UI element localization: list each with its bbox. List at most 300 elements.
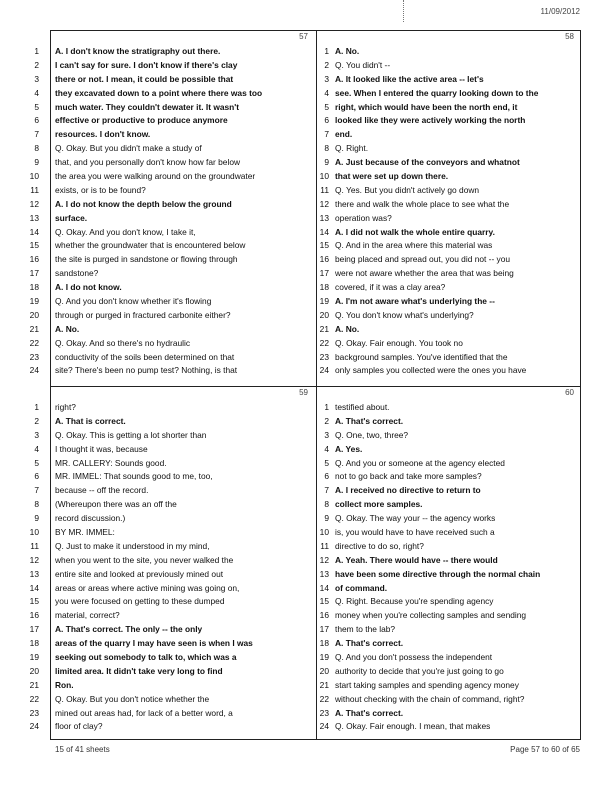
line-number: 5 xyxy=(324,101,329,112)
line-number: 16 xyxy=(29,610,39,621)
transcript-line xyxy=(317,128,578,142)
line-text: entire site and looked at previously mined out xyxy=(55,568,224,579)
line-number: 18 xyxy=(29,282,39,293)
line-number: 3 xyxy=(34,429,39,440)
line-number: 20 xyxy=(319,665,329,676)
line-number: 9 xyxy=(324,513,329,524)
line-text: without checking with the chain of command, right? xyxy=(335,693,525,704)
line-number: 5 xyxy=(34,457,39,468)
line-text: being placed and spread out, you did not -- you xyxy=(335,254,511,265)
line-number: 7 xyxy=(34,129,39,140)
page-58 xyxy=(317,31,582,386)
transcript-line xyxy=(317,45,578,59)
transcript-line xyxy=(29,526,312,540)
line-text: directive to do so, right? xyxy=(335,540,424,551)
line-text: Q. One, two, three? xyxy=(335,429,409,440)
line-number: 6 xyxy=(34,115,39,126)
line-number: 7 xyxy=(34,485,39,496)
line-number: 9 xyxy=(324,157,329,168)
line-text: end. xyxy=(335,129,353,140)
line-text: A. I received no directive to return to xyxy=(335,485,481,496)
transcript-line xyxy=(34,142,312,156)
transcript-line xyxy=(34,498,312,512)
line-number: 6 xyxy=(324,471,329,482)
transcript-line xyxy=(29,720,312,734)
transcript-line xyxy=(317,73,578,87)
line-number: 18 xyxy=(319,282,329,293)
transcript-line xyxy=(34,128,312,142)
line-text: exists, or is to be found? xyxy=(55,184,146,195)
transcript-line xyxy=(317,212,578,226)
transcript-line xyxy=(317,142,578,156)
transcript-line xyxy=(317,637,578,651)
transcript-line xyxy=(29,665,312,679)
transcript-line xyxy=(317,364,578,378)
line-text: (Whereupon there was an off the xyxy=(55,499,177,510)
line-number: 17 xyxy=(29,268,39,279)
line-number: 20 xyxy=(319,309,329,320)
transcript-line xyxy=(29,693,312,707)
line-number: 12 xyxy=(319,198,329,209)
transcript-line xyxy=(29,267,312,281)
transcript-line xyxy=(34,114,312,128)
line-text: authority to decide that you're just going to go xyxy=(335,665,504,676)
line-text: you were focused on getting to these dumped xyxy=(55,596,225,607)
line-text: limited area. It didn't take very long to find xyxy=(55,665,223,676)
transcript-line xyxy=(29,623,312,637)
transcript-line xyxy=(34,512,312,526)
line-text: there or not. I mean, it could be possible that xyxy=(55,73,234,84)
transcript-line xyxy=(317,526,578,540)
line-number: 14 xyxy=(29,226,39,237)
line-number: 10 xyxy=(319,527,329,538)
line-number: 10 xyxy=(319,171,329,182)
transcript-line xyxy=(317,429,578,443)
line-number: 16 xyxy=(319,610,329,621)
page-range: Page 57 to 60 of 65 xyxy=(510,745,580,754)
line-text: A. It looked like the active area -- let's xyxy=(335,73,484,84)
line-text: Q. You didn't -- xyxy=(335,59,391,70)
line-number: 22 xyxy=(319,337,329,348)
line-number: 19 xyxy=(319,652,329,663)
line-number: 13 xyxy=(29,212,39,223)
line-number: 12 xyxy=(29,554,39,565)
transcript-line xyxy=(34,45,312,59)
line-text: A. Just because of the conveyors and whatnot xyxy=(335,157,520,168)
line-text: sandstone? xyxy=(55,268,99,279)
line-text: Q. Okay. This is getting a lot shorter than xyxy=(55,429,207,440)
transcript-line xyxy=(34,101,312,115)
line-number: 15 xyxy=(319,240,329,251)
line-number: 9 xyxy=(34,157,39,168)
line-text: surface. xyxy=(55,212,88,223)
line-text: right? xyxy=(55,402,76,412)
transcript-line xyxy=(317,693,578,707)
line-text: Q. Okay. But you didn't make a study of xyxy=(55,143,202,154)
transcript-line xyxy=(317,309,578,323)
line-text: start taking samples and spending agency money xyxy=(335,679,519,690)
line-text: whether the groundwater that is encountered below xyxy=(55,240,246,251)
transcript-line xyxy=(29,323,312,337)
line-text: A. That's correct. The only -- the only xyxy=(55,624,203,635)
transcript-line xyxy=(30,540,312,554)
line-number: 3 xyxy=(324,429,329,440)
line-number: 18 xyxy=(319,638,329,649)
line-text: operation was? xyxy=(335,212,392,223)
line-text: A. I do not know the depth below the ground xyxy=(55,198,232,209)
line-text: site? There's been no pump test? Nothing, is that xyxy=(55,365,238,376)
line-text: A. I don't know the stratigraphy out there. xyxy=(55,46,221,56)
line-text: Q. And you don't know whether it's flowing xyxy=(55,296,212,307)
line-number: 4 xyxy=(34,443,39,454)
line-text: only samples you collected were the ones you have xyxy=(335,365,527,376)
line-number: 12 xyxy=(29,198,39,209)
line-number: 6 xyxy=(34,471,39,482)
line-number: 2 xyxy=(34,415,39,426)
transcript-line xyxy=(29,170,312,184)
transcript-line xyxy=(317,226,578,240)
line-text: background samples. You've identified that the xyxy=(335,351,508,362)
transcript-line xyxy=(317,239,578,253)
line-number: 10 xyxy=(29,527,39,538)
page-number: 57 xyxy=(299,32,308,41)
transcript-line xyxy=(30,184,312,198)
transcript-line xyxy=(317,582,578,596)
transcript-line xyxy=(317,281,578,295)
transcript-line xyxy=(317,415,578,429)
transcript-line xyxy=(34,429,312,443)
line-number: 13 xyxy=(319,568,329,579)
line-number: 2 xyxy=(324,59,329,70)
line-number: 24 xyxy=(29,365,39,376)
line-number: 11 xyxy=(30,540,39,551)
line-number: 21 xyxy=(29,323,39,334)
line-text: Q. And you or someone at the agency elected xyxy=(335,457,505,468)
line-number: 7 xyxy=(324,485,329,496)
line-number: 2 xyxy=(34,59,39,70)
line-text: A. Yeah. There would have -- there would xyxy=(335,554,498,565)
transcript-line xyxy=(317,595,578,609)
transcript-line xyxy=(29,239,312,253)
line-number: 21 xyxy=(29,679,39,690)
transcript-sheet xyxy=(29,30,581,740)
line-text: of command. xyxy=(335,582,388,593)
page-number: 59 xyxy=(299,388,308,397)
line-text: they excavated down to a point where there was too xyxy=(55,87,263,98)
transcript-line xyxy=(34,73,312,87)
line-number: 23 xyxy=(319,351,329,362)
line-number: 21 xyxy=(319,323,329,334)
line-text: Q. Just to make it understood in my mind, xyxy=(55,540,210,551)
line-text: collect more samples. xyxy=(335,499,423,510)
line-text: BY MR. IMMEL: xyxy=(55,527,115,538)
line-number: 15 xyxy=(29,596,39,607)
transcript-line xyxy=(317,156,578,170)
line-text: A. Yes. xyxy=(335,443,363,454)
line-number: 4 xyxy=(324,443,329,454)
line-number: 17 xyxy=(29,624,39,635)
line-text: seeking out somebody to talk to, which was a xyxy=(55,652,237,663)
transcript-line xyxy=(317,443,578,457)
line-text: the site is purged in sandstone or flowing through xyxy=(55,254,238,265)
line-text: I thought it was, because xyxy=(55,443,148,454)
transcript-line xyxy=(317,623,578,637)
transcript-line xyxy=(317,498,578,512)
transcript-line xyxy=(317,484,578,498)
transcript-lines xyxy=(29,401,312,734)
transcript-line xyxy=(29,707,312,721)
line-text: much water. They couldn't dewater it. It wasn't xyxy=(55,101,240,112)
transcript-line xyxy=(34,401,312,415)
margin-mark xyxy=(403,0,405,22)
transcript-line xyxy=(317,184,578,198)
date-stamp: 11/09/2012 xyxy=(540,7,580,16)
line-text: Q. You don't know what's underlying? xyxy=(335,309,474,320)
transcript-line xyxy=(317,295,578,309)
transcript-line xyxy=(317,568,578,582)
transcript-line xyxy=(317,351,578,365)
transcript-line xyxy=(317,457,578,471)
line-text: testified about. xyxy=(335,402,390,412)
line-number: 24 xyxy=(319,365,329,376)
line-number: 5 xyxy=(34,101,39,112)
transcript-line xyxy=(317,59,578,73)
line-number: 17 xyxy=(319,268,329,279)
transcript-line xyxy=(317,253,578,267)
line-number: 11 xyxy=(320,184,329,195)
line-text: because -- off the record. xyxy=(55,485,149,496)
transcript-lines xyxy=(317,401,578,734)
line-text: A. That's correct. xyxy=(335,707,404,718)
transcript-line xyxy=(29,337,312,351)
line-text: Q. Right. Because you're spending agency xyxy=(335,596,494,607)
line-number: 1 xyxy=(324,402,329,412)
line-number: 22 xyxy=(29,693,39,704)
line-number: 16 xyxy=(29,254,39,265)
line-number: 19 xyxy=(29,652,39,663)
line-text: conductivity of the soils been determined on that xyxy=(55,351,235,362)
transcript-line xyxy=(29,595,312,609)
line-text: Q. And you don't possess the independent xyxy=(335,652,493,663)
transcript-line xyxy=(34,59,312,73)
line-text: is, you would have to have received such a xyxy=(335,527,495,538)
transcript-line xyxy=(317,267,578,281)
line-text: A. I do not know. xyxy=(55,282,122,293)
transcript-line xyxy=(317,609,578,623)
transcript-line xyxy=(317,198,578,212)
line-number: 8 xyxy=(34,143,39,154)
line-text: that, and you personally don't know how far below xyxy=(55,157,241,168)
page-59 xyxy=(29,387,316,742)
line-number: 23 xyxy=(29,707,39,718)
page-number: 58 xyxy=(565,32,574,41)
line-number: 22 xyxy=(29,337,39,348)
transcript-line xyxy=(34,415,312,429)
transcript-line xyxy=(34,470,312,484)
line-text: Q. Okay. Fair enough. You took no xyxy=(335,337,463,348)
page-57 xyxy=(29,31,316,386)
line-number: 14 xyxy=(319,582,329,593)
transcript-line xyxy=(317,554,578,568)
line-text: record discussion.) xyxy=(55,513,126,524)
line-text: I can't say for sure. I don't know if there's clay xyxy=(55,59,238,70)
line-number: 20 xyxy=(29,309,39,320)
line-text: areas of the quarry I may have seen is when I was xyxy=(55,638,253,649)
line-number: 17 xyxy=(319,624,329,635)
transcript-line xyxy=(317,323,578,337)
transcript-line xyxy=(29,198,312,212)
transcript-line xyxy=(29,679,312,693)
transcript-line xyxy=(34,457,312,471)
transcript-line xyxy=(29,637,312,651)
line-text: resources. I don't know. xyxy=(55,129,151,140)
transcript-line xyxy=(317,401,578,415)
line-text: floor of clay? xyxy=(55,721,103,732)
line-text: A. I did not walk the whole entire quarry. xyxy=(335,226,495,237)
line-number: 21 xyxy=(319,679,329,690)
line-number: 15 xyxy=(319,596,329,607)
line-text: mined out areas had, for lack of a better word, a xyxy=(55,707,233,718)
transcript-line xyxy=(34,87,312,101)
transcript-line xyxy=(29,281,312,295)
line-text: when you went to the site, you never walked the xyxy=(55,554,234,565)
transcript-line xyxy=(29,226,312,240)
transcript-line xyxy=(34,443,312,457)
transcript-line xyxy=(317,707,578,721)
line-text: effective or productive to produce anymore xyxy=(55,115,228,126)
line-number: 19 xyxy=(29,296,39,307)
line-number: 22 xyxy=(319,693,329,704)
line-number: 8 xyxy=(34,499,39,510)
line-number: 23 xyxy=(29,351,39,362)
line-number: 4 xyxy=(324,87,329,98)
transcript-line xyxy=(29,568,312,582)
transcript-line xyxy=(317,114,578,128)
line-number: 4 xyxy=(34,87,39,98)
transcript-line xyxy=(317,337,578,351)
line-number: 11 xyxy=(30,184,39,195)
line-number: 13 xyxy=(29,568,39,579)
line-text: that were set up down there. xyxy=(335,171,449,182)
line-text: A. No. xyxy=(335,323,360,334)
transcript-line xyxy=(317,651,578,665)
transcript-line xyxy=(317,470,578,484)
transcript-line xyxy=(317,170,578,184)
line-text: A. I'm not aware what's underlying the -- xyxy=(335,296,495,307)
transcript-line xyxy=(29,295,312,309)
line-text: covered, if it was a clay area? xyxy=(335,282,446,293)
line-text: Q. Right. xyxy=(335,143,369,154)
line-text: looked like they were actively working the north xyxy=(335,115,526,126)
line-text: Q. Okay. Fair enough. I mean, that makes xyxy=(335,721,491,732)
line-number: 6 xyxy=(324,115,329,126)
transcript-line xyxy=(317,679,578,693)
transcript-line xyxy=(29,212,312,226)
line-number: 23 xyxy=(319,707,329,718)
transcript-line xyxy=(29,351,312,365)
line-text: were not aware whether the area that was being xyxy=(335,268,514,279)
transcript-line xyxy=(317,87,578,101)
line-text: Q. Yes. But you didn't actively go down xyxy=(335,184,480,195)
line-text: MR. IMMEL: That sounds good to me, too, xyxy=(55,471,213,482)
line-text: A. That is correct. xyxy=(55,415,126,426)
transcript-line xyxy=(34,484,312,498)
line-number: 14 xyxy=(29,582,39,593)
line-text: A. No. xyxy=(335,46,360,56)
line-number: 8 xyxy=(324,499,329,510)
transcript-line xyxy=(317,512,578,526)
line-text: see. When I entered the quarry looking down to the xyxy=(335,87,539,98)
line-text: Ron. xyxy=(55,679,74,690)
line-text: MR. CALLERY: Sounds good. xyxy=(55,457,167,468)
line-number: 1 xyxy=(324,46,329,56)
line-number: 12 xyxy=(319,554,329,565)
line-text: the area you were walking around on the groundwater xyxy=(55,171,256,182)
transcript-line xyxy=(29,309,312,323)
line-text: right, which would have been the north end, it xyxy=(335,101,518,112)
line-number: 9 xyxy=(34,513,39,524)
line-number: 15 xyxy=(29,240,39,251)
line-number: 5 xyxy=(324,457,329,468)
line-number: 24 xyxy=(319,721,329,732)
line-number: 1 xyxy=(34,402,39,412)
line-text: money when you're collecting samples and sending xyxy=(335,610,527,621)
line-number: 20 xyxy=(29,665,39,676)
line-text: A. That's correct. xyxy=(335,415,404,426)
transcript-line xyxy=(317,665,578,679)
line-text: them to the lab? xyxy=(335,624,396,635)
page-60 xyxy=(317,387,582,742)
transcript-line xyxy=(317,720,578,734)
line-text: Q. Okay. And you don't know, I take it, xyxy=(55,226,196,237)
transcript-lines xyxy=(317,45,578,378)
line-number: 3 xyxy=(34,73,39,84)
line-number: 2 xyxy=(324,415,329,426)
line-number: 1 xyxy=(34,46,39,56)
line-text: there and walk the whole place to see what the xyxy=(335,198,510,209)
line-text: Q. And in the area where this material was xyxy=(335,240,493,251)
transcript-lines xyxy=(29,45,312,378)
line-text: not to go back and take more samples? xyxy=(335,471,482,482)
line-text: Q. Okay. And so there's no hydraulic xyxy=(55,337,191,348)
line-text: have been some directive through the normal chain xyxy=(335,568,541,579)
line-number: 24 xyxy=(29,721,39,732)
line-text: material, correct? xyxy=(55,610,120,621)
transcript-line xyxy=(29,364,312,378)
transcript-line xyxy=(29,582,312,596)
line-number: 13 xyxy=(319,212,329,223)
line-number: 14 xyxy=(319,226,329,237)
transcript-line xyxy=(29,554,312,568)
line-number: 11 xyxy=(320,540,329,551)
line-text: Q. Okay. But you don't notice whether the xyxy=(55,693,210,704)
line-text: Q. Okay. The way your -- the agency works xyxy=(335,513,496,524)
line-number: 7 xyxy=(324,129,329,140)
line-number: 10 xyxy=(29,171,39,182)
transcript-line xyxy=(29,253,312,267)
sheet-count: 15 of 41 sheets xyxy=(55,745,110,754)
page-number: 60 xyxy=(565,388,574,397)
line-number: 8 xyxy=(324,143,329,154)
line-text: areas or areas where active mining was going on, xyxy=(55,582,240,593)
line-number: 3 xyxy=(324,73,329,84)
line-number: 18 xyxy=(29,638,39,649)
line-text: A. That's correct. xyxy=(335,638,404,649)
transcript-line xyxy=(34,156,312,170)
line-number: 16 xyxy=(319,254,329,265)
transcript-line xyxy=(29,651,312,665)
line-text: through or purged in fractured carbonite either? xyxy=(55,309,231,320)
